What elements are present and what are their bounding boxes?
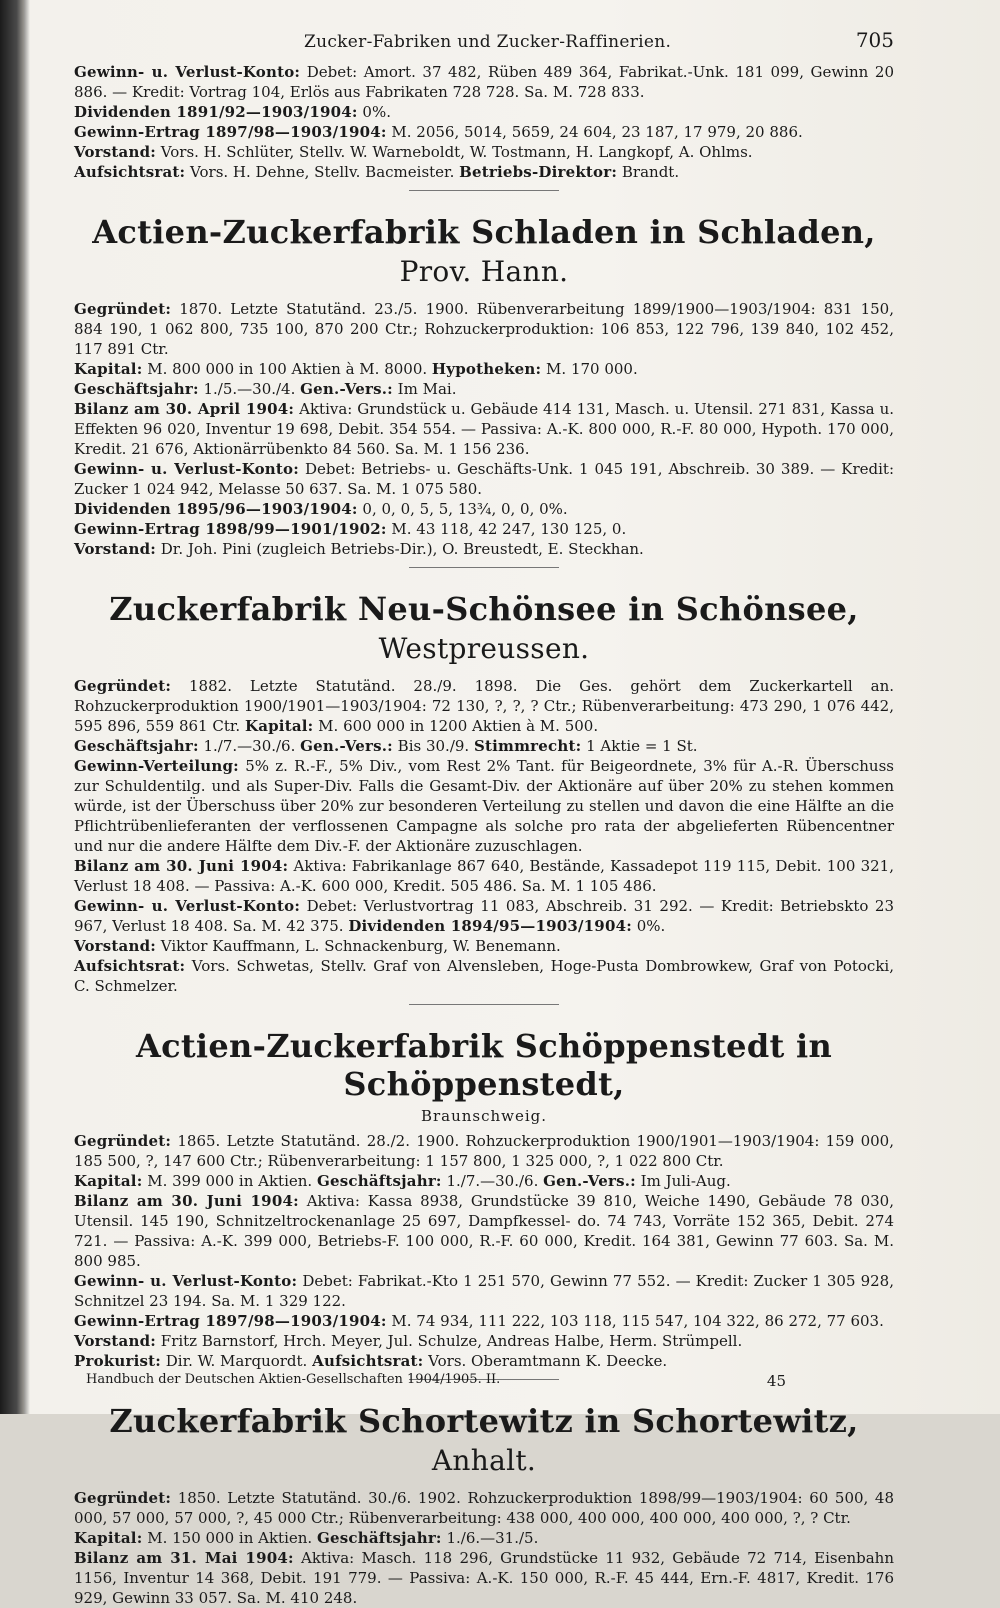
entry-paragraph (74, 1311, 894, 1331)
section-divider (409, 190, 559, 191)
entry-paragraph (74, 856, 894, 896)
company-region: Westpreussen. (378, 632, 590, 665)
entry-paragraph (74, 756, 894, 856)
entry-text: 1./5.—30./4. (203, 380, 296, 398)
entry-label: Bilanz am 31. Mai 1904: (74, 1549, 294, 1567)
entry-label: Gewinn- u. Verlust-Konto: (74, 897, 301, 915)
entry-text: M. 170 000. (546, 360, 638, 378)
entry-label: Gen.-Vers.: (300, 380, 393, 398)
entry-label: Aufsichtsrat: (74, 163, 186, 181)
entry-text: 1865. Letzte Statutänd. 28./2. 1900. Rohzuckerproduktion 1900/1901—1903/1904: 159 000, 185 500, ?, 147 600 Ctr.; Rübenverarbeitung: 1 157 800, 1 325 000, ?, 1 022 800 Ctr. (74, 1132, 894, 1170)
page-content (74, 28, 894, 1608)
entry-text: 1./6.—31./5. (446, 1529, 539, 1547)
entry-paragraph (74, 676, 894, 736)
entry-text: M. 600 000 in 1200 Aktien à M. 500. (318, 717, 599, 735)
entry-paragraph (74, 896, 894, 936)
company-name: Actien-Zuckerfabrik Schladen in Schladen, (92, 213, 876, 251)
entry-label: Kapital: (74, 1172, 143, 1190)
entry-paragraph (74, 399, 894, 459)
entry-text: 1 Aktie = 1 St. (586, 737, 698, 755)
entry-text: Vors. Oberamtmann K. Deecke. (428, 1352, 668, 1370)
company-region: Prov. Hann. (399, 255, 569, 288)
entry-label: Hypotheken: (431, 360, 542, 378)
company-title (74, 213, 894, 289)
entry-text: Im Juli-Aug. (640, 1172, 731, 1190)
entry-text: Aktiva: Fabrikanlage 867 640, Bestände, Kassadepot 119 115, Debit. 100 321, Verlust 18 408. — Passiva: A.-K. 600 000, Kredit. 505 486. Sa. M. 1 105 486. (74, 857, 894, 895)
entry-text: Viktor Kauffmann, L. Schnackenburg, W. Benemann. (160, 937, 561, 955)
entry-label: Gewinn- u. Verlust-Konto: (74, 460, 299, 478)
entry-paragraph (74, 299, 894, 359)
company-section (74, 213, 894, 568)
entry-paragraph (74, 1548, 894, 1608)
entry-text: 0, 0, 0, 5, 5, 13¾, 0, 0, 0%. (362, 500, 568, 518)
entry-text: Aktiva: Grundstück u. Gebäude 414 131, Masch. u. Utensil. 271 831, Kassa u. Effekten 96 020, Inventur 19 698, Debit. 354 554. — Passiva: A.-K. 800 000, R.-F. 80 000, Hypoth. 170 000, Kredit. 21 676, Aktionärrübenkto 84 560. Sa. M. 1 156 236. (74, 400, 894, 458)
entry-label: Dividenden 1895/96—1903/1904: (74, 500, 358, 518)
entry-label: Gewinn-Verteilung: (74, 757, 239, 775)
entry-text: M. 74 934, 111 222, 103 118, 115 547, 104 322, 86 272, 77 603. (391, 1312, 884, 1330)
entry-label: Aufsichtsrat: (312, 1352, 424, 1370)
entry-text: Debet: Fabrikat.-Kto 1 251 570, Gewinn 77 552. — Kredit: Zucker 1 305 928, Schnitzel 23 194. Sa. M. 1 329 122. (74, 1272, 894, 1310)
entry-paragraph (74, 539, 894, 559)
entry-text: Aktiva: Kassa 8938, Grundstücke 39 810, Weiche 1490, Gebäude 78 030, Utensil. 145 190, Schnitzeltrockenanlage 25 697, Dampfkessel- do. 74 743, Vorräte 152 365, Debit. 274 721. — Passiva: A.-K. 399 000, Betriebs-F. 100 000, R.-F. 60 000, Kredit. 164 381, Gewinn 77 603. Sa. M. 800 985. (74, 1192, 894, 1270)
entry-label: Vorstand: (74, 143, 156, 161)
entry-paragraph (74, 1131, 894, 1171)
entry-paragraph (74, 1191, 894, 1271)
footer-imprint: Handbuch der Deutschen Aktien-Gesellschaften 1904/1905. II. (86, 1372, 501, 1387)
entry-paragraph (74, 1271, 894, 1311)
company-name: Zuckerfabrik Neu-Schönsee in Schönsee, (109, 590, 859, 628)
section-divider (409, 567, 559, 568)
entry-text: Dir. W. Marquordt. (165, 1352, 308, 1370)
entry-text: Im Mai. (397, 380, 457, 398)
entry-paragraph (74, 736, 894, 756)
entry-text: 1./7.—30./6. (203, 737, 296, 755)
entry-text: 1850. Letzte Statutänd. 30./6. 1902. Rohzuckerproduktion 1898/99—1903/1904: 60 500, 48 000, 57 000, 57 000, ?, 45 000 Ctr.; Rübenverarbeitung: 438 000, 400 000, 400 000, 400 000, ?, ? Ctr. (74, 1489, 894, 1527)
signature-mark: 45 (766, 1372, 786, 1390)
entry-label: Betriebs-Direktor: (459, 163, 618, 181)
entry-text: M. 150 000 in Aktien. (147, 1529, 313, 1547)
entry-label: Gen.-Vers.: (543, 1172, 636, 1190)
entry-text: 0%. (362, 103, 391, 121)
entry-text: Bis 30./9. (397, 737, 470, 755)
entry-text: 1882. Letzte Statutänd. 28./9. 1898. Die Ges. gehört dem Zuckerkartell an. Rohzuckerproduktion 1900/1901—1903/1904: 72 130, ?, ?, ? Ctr.; Rübenverarbeitung: 473 290, 1 076 442, 595 896, 559 861 Ctr. (74, 677, 894, 735)
entry-label: Gegründet: (74, 1132, 172, 1150)
entry-text: Debet: Betriebs- u. Geschäfts-Unk. 1 045 191, Abschreib. 30 389. — Kredit: Zucker 1 024 942, Melasse 50 637. Sa. M. 1 075 580. (74, 460, 895, 498)
entry-label: Gewinn- u. Verlust-Konto: (74, 63, 301, 81)
entry-label: Aufsichtsrat: (74, 957, 186, 975)
page-footer (86, 1372, 786, 1390)
entry-paragraph (74, 122, 894, 142)
entry-label: Gegründet: (74, 677, 172, 695)
entry-label: Gegründet: (74, 300, 172, 318)
entry-text: Vors. Schwetas, Stellv. Graf von Alvensleben, Hoge-Pusta Dombrowkew, Graf von Potocki, C. Schmelzer. (74, 957, 894, 995)
entry-paragraph (74, 936, 894, 956)
running-header (74, 28, 894, 52)
entry-label: Gewinn-Ertrag 1897/98—1903/1904: (74, 1312, 387, 1330)
entry-text: Vors. H. Dehne, Stellv. Bacmeister. (190, 163, 455, 181)
entry-label: Geschäftsjahr: (74, 380, 199, 398)
entry-label: Gewinn- u. Verlust-Konto: (74, 1272, 298, 1290)
entry-label: Kapital: (74, 1529, 143, 1547)
entry-label: Stimmrecht: (473, 737, 582, 755)
entry-paragraph (74, 519, 894, 539)
entry-label: Gewinn-Ertrag 1898/99—1901/1902: (74, 520, 387, 538)
entry-label: Vorstand: (74, 937, 156, 955)
entry-paragraph (74, 1351, 894, 1371)
entry-paragraph (74, 379, 894, 399)
page-number: 705 (855, 28, 894, 52)
entry-label: Kapital: (74, 360, 143, 378)
entry-label: Kapital: (244, 717, 314, 735)
entry-label: Prokurist: (74, 1352, 161, 1370)
entry-text: Aktiva: Masch. 118 296, Grundstücke 11 932, Gebäude 72 714, Eisenbahn 1156, Inventur 14 368, Debit. 191 779. — Passiva: A.-K. 150 000, R.-F. 45 444, Ern.-F. 4817, Kredit. 176 929, Gewinn 33 057. Sa. M. 410 248. (74, 1549, 894, 1607)
entry-text: Dr. Joh. Pini (zugleich Betriebs-Dir.), O. Breustedt, E. Steckhan. (160, 540, 644, 558)
book-binding-edge (0, 0, 24, 1414)
company-section (74, 1027, 894, 1380)
company-region: Anhalt. (431, 1444, 537, 1477)
entry-text: 5% z. R.-F., 5% Div., vom Rest 2% Tant. für Beigeordnete, 3% für A.-R. Überschuss zur Schuldentilg. und als Super-Div. Falls die Gesamt-Div. der Aktionäre auf über 20% zu stehen kommen würde, ist der Überschuss über 20% zur besonderen Verteilung zu stellen und davon die eine Hälfte an die Pflichtrübenlieferanten der verflossenen Campagne als solche pro rata der abgelieferten Rübencentner und nur die andere Hälfte dem Div.-F. der Aktionäre zuzuschlagen. (74, 757, 894, 855)
running-title: Zucker-Fabriken und Zucker-Raffinerien. (304, 32, 672, 52)
company-section (74, 590, 894, 1005)
entry-text: M. 2056, 5014, 5659, 24 604, 23 187, 17 979, 20 886. (391, 123, 803, 141)
entry-label: Gen.-Vers.: (300, 737, 393, 755)
company-section (74, 1402, 894, 1608)
entry-text: 1870. Letzte Statutänd. 23./5. 1900. Rübenverarbeitung 1899/1900—1903/1904: 831 150, 884 190, 1 062 800, 735 100, 870 200 Ctr.; Rohzuckerproduktion: 106 853, 122 796, 139 840, 102 452, 117 891 Ctr. (74, 300, 894, 358)
entry-paragraph (74, 62, 894, 102)
entry-text: M. 43 118, 42 247, 130 125, 0. (391, 520, 627, 538)
entry-label: Gegründet: (74, 1489, 172, 1507)
entry-label: Geschäftsjahr: (316, 1172, 442, 1190)
entry-label: Gewinn-Ertrag 1897/98—1903/1904: (74, 123, 387, 141)
entry-paragraph (74, 142, 894, 162)
entry-label: Bilanz am 30. Juni 1904: (74, 1192, 299, 1210)
entry-text: Brandt. (621, 163, 680, 181)
company-subtitle: Braunschweig. (420, 1107, 548, 1125)
entry-paragraph (74, 499, 894, 519)
entry-text: Vors. H. Schlüter, Stellv. W. Warneboldt, W. Tostmann, H. Langkopf, A. Ohlms. (160, 143, 753, 161)
entry-paragraph (74, 162, 894, 182)
continued-entry (74, 62, 894, 182)
company-title (74, 590, 894, 666)
entry-paragraph (74, 359, 894, 379)
entry-text: M. 800 000 in 100 Aktien à M. 8000. (147, 360, 428, 378)
entry-paragraph (74, 1171, 894, 1191)
entry-label: Dividenden 1894/95—1903/1904: (348, 917, 632, 935)
company-title (74, 1027, 894, 1103)
entry-label: Bilanz am 30. April 1904: (74, 400, 295, 418)
company-name: Actien-Zuckerfabrik Schöppenstedt in Schöppenstedt, (135, 1027, 833, 1103)
entry-label: Dividenden 1891/92—1903/1904: (74, 103, 358, 121)
entry-text: 0%. (636, 917, 666, 935)
company-name: Zuckerfabrik Schortewitz in Schortewitz, (109, 1402, 859, 1440)
entry-label: Vorstand: (74, 540, 156, 558)
entry-paragraph (74, 459, 894, 499)
entry-label: Geschäftsjahr: (74, 737, 199, 755)
entry-paragraph (74, 1331, 894, 1351)
company-title (74, 1402, 894, 1478)
section-divider (409, 1004, 559, 1005)
entry-paragraph (74, 102, 894, 122)
entry-text: Fritz Barnstorf, Hrch. Meyer, Jul. Schulze, Andreas Halbe, Herm. Strümpell. (160, 1332, 743, 1350)
entry-text: Debet: Verlustvortrag 11 083, Abschreib. 31 292. — Kredit: Betriebskto 23 967, Verlust 18 408. Sa. M. 42 375. (74, 897, 894, 935)
entry-label: Bilanz am 30. Juni 1904: (74, 857, 289, 875)
entry-paragraph (74, 1528, 894, 1548)
entry-text: M. 399 000 in Aktien. (147, 1172, 313, 1190)
entry-label: Vorstand: (74, 1332, 156, 1350)
company-list (74, 213, 894, 1608)
entry-text: Debet: Amort. 37 482, Rüben 489 364, Fabrikat.-Unk. 181 099, Gewinn 20 886. — Kredit: Vortrag 104, Erlös aus Fabrikaten 728 728. Sa. M. 728 833. (74, 63, 894, 101)
entry-label: Geschäftsjahr: (316, 1529, 442, 1547)
entry-paragraph (74, 1488, 894, 1528)
entry-paragraph (74, 956, 894, 996)
entry-text: 1./7.—30./6. (446, 1172, 539, 1190)
